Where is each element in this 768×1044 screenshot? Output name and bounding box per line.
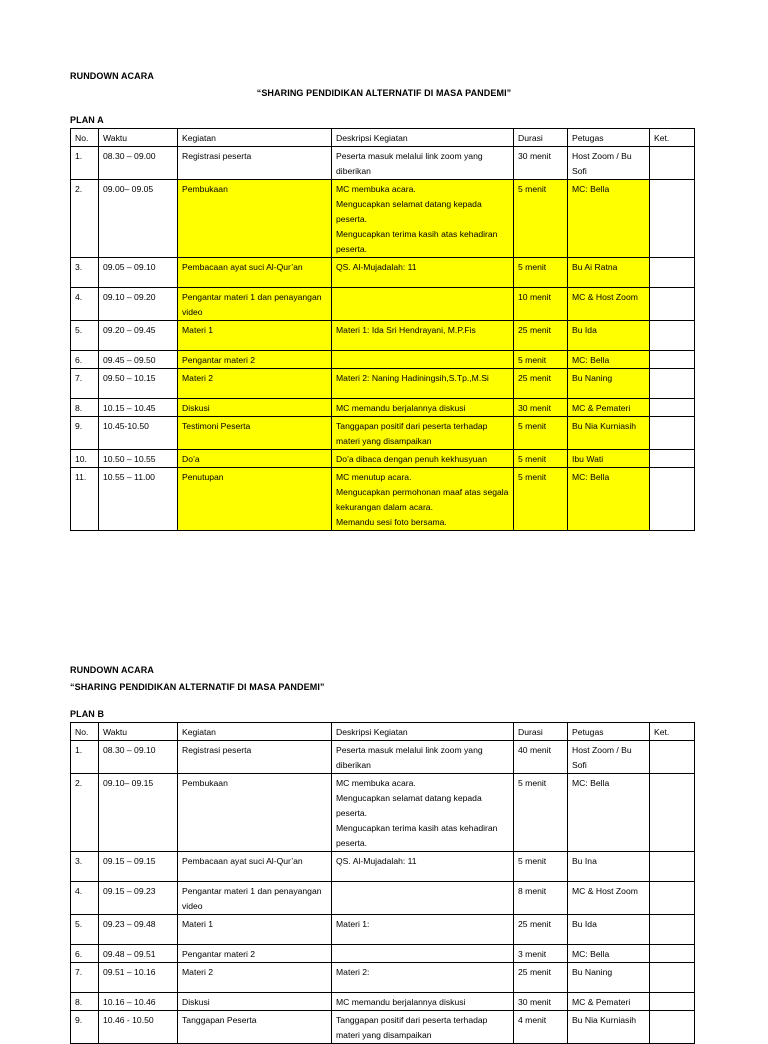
row-kegiatan: Pengantar materi 2 (178, 945, 332, 963)
row-durasi: 5 menit (514, 852, 568, 882)
row-ket (650, 741, 695, 774)
row-no: 5. (71, 915, 99, 945)
row-kegiatan: Tanggapan Peserta (178, 1011, 332, 1044)
row-petugas: Bu Ina (568, 852, 650, 882)
row-durasi: 30 menit (514, 399, 568, 417)
row-petugas: Bu Ai Ratna (568, 258, 650, 288)
row-kegiatan: Pembacaan ayat suci Al-Qur’an (178, 258, 332, 288)
row-deskripsi: MC menutup acara. Mengucapkan permohonan maaf atas segala kekurangan dalam acara. Memandu sesi foto bersama. (332, 468, 514, 531)
table-row (71, 147, 695, 180)
row-waktu: 09.20 – 09.45 (99, 321, 178, 351)
row-waktu: 10.15 – 10.45 (99, 399, 178, 417)
header-ket: Ket. (650, 723, 695, 741)
row-kegiatan: Pembukaan (178, 774, 332, 852)
table-row (71, 399, 695, 417)
header-kegiatan: Kegiatan (178, 723, 332, 741)
header-no: No. (71, 723, 99, 741)
row-durasi: 25 menit (514, 963, 568, 993)
row-petugas: MC & Pemateri (568, 399, 650, 417)
header-ket: Ket. (650, 129, 695, 147)
row-deskripsi (332, 945, 514, 963)
plan-a-label: PLAN A (70, 115, 104, 125)
row-petugas: Bu Naning (568, 369, 650, 399)
row-waktu: 10.16 – 10.46 (99, 993, 178, 1011)
row-no: 4. (71, 288, 99, 321)
header-no: No. (71, 129, 99, 147)
row-ket (650, 258, 695, 288)
row-kegiatan: Testimoni Peserta (178, 417, 332, 450)
table-row (71, 993, 695, 1011)
header-petugas: Petugas (568, 129, 650, 147)
plan-a-rundown-table (70, 128, 695, 531)
row-waktu: 09.10 – 09.20 (99, 288, 178, 321)
row-kegiatan: Pengantar materi 2 (178, 351, 332, 369)
row-deskripsi: QS. Al-Mujadalah: 11 (332, 852, 514, 882)
row-ket (650, 774, 695, 852)
row-kegiatan: Do’a (178, 450, 332, 468)
row-deskripsi: Materi 1: (332, 915, 514, 945)
row-durasi: 5 menit (514, 774, 568, 852)
row-durasi: 25 menit (514, 369, 568, 399)
row-no: 3. (71, 258, 99, 288)
row-waktu: 09.15 – 09.15 (99, 852, 178, 882)
row-deskripsi: Tanggapan positif dari peserta terhadap materi yang disampaikan (332, 1011, 514, 1044)
row-waktu: 09.45 – 09.50 (99, 351, 178, 369)
row-petugas: MC & Host Zoom (568, 288, 650, 321)
row-ket (650, 882, 695, 915)
row-kegiatan: Penutupan (178, 468, 332, 531)
row-ket (650, 288, 695, 321)
row-petugas: MC: Bella (568, 351, 650, 369)
header-deskripsi: Deskripsi Kegiatan (332, 129, 514, 147)
table-row (71, 288, 695, 321)
header-durasi: Durasi (514, 723, 568, 741)
row-no: 6. (71, 945, 99, 963)
row-deskripsi: MC membuka acara. Mengucapkan selamat datang kepada peserta. Mengucapkan terima kasih atas kehadiran peserta. (332, 774, 514, 852)
row-ket (650, 1011, 695, 1044)
row-kegiatan: Materi 1 (178, 321, 332, 351)
row-ket (650, 945, 695, 963)
row-durasi: 40 menit (514, 741, 568, 774)
row-durasi: 30 menit (514, 147, 568, 180)
row-kegiatan: Pembukaan (178, 180, 332, 258)
row-kegiatan: Materi 2 (178, 963, 332, 993)
row-petugas: MC: Bella (568, 945, 650, 963)
row-petugas: Bu Ida (568, 321, 650, 351)
row-kegiatan: Materi 1 (178, 915, 332, 945)
plan-a-header-row (71, 129, 695, 147)
row-no: 6. (71, 351, 99, 369)
row-waktu: 09.10– 09.15 (99, 774, 178, 852)
table-row (71, 417, 695, 450)
row-durasi: 5 menit (514, 351, 568, 369)
row-durasi: 4 menit (514, 1011, 568, 1044)
row-durasi: 5 menit (514, 450, 568, 468)
row-waktu: 09.00– 09.05 (99, 180, 178, 258)
row-waktu: 10.45-10.50 (99, 417, 178, 450)
row-no: 2. (71, 774, 99, 852)
table-row (71, 468, 695, 531)
row-no: 1. (71, 147, 99, 180)
header-durasi: Durasi (514, 129, 568, 147)
table-row (71, 963, 695, 993)
row-kegiatan: Diskusi (178, 399, 332, 417)
row-deskripsi: MC membuka acara. Mengucapkan selamat datang kepada peserta. Mengucapkan terima kasih atas kehadiran peserta. (332, 180, 514, 258)
row-durasi: 5 menit (514, 417, 568, 450)
row-deskripsi: MC memandu berjalannya diskusi (332, 993, 514, 1011)
header-deskripsi: Deskripsi Kegiatan (332, 723, 514, 741)
header-waktu: Waktu (99, 723, 178, 741)
row-petugas: MC: Bella (568, 180, 650, 258)
plan-b-header-row (71, 723, 695, 741)
plan-a-rundown-title: RUNDOWN ACARA (70, 71, 154, 81)
table-row (71, 258, 695, 288)
row-durasi: 5 menit (514, 468, 568, 531)
row-deskripsi: Peserta masuk melalui link zoom yang diberikan (332, 147, 514, 180)
row-petugas: Host Zoom / Bu Sofi (568, 147, 650, 180)
table-row (71, 351, 695, 369)
row-waktu: 09.50 – 10.15 (99, 369, 178, 399)
row-durasi: 30 menit (514, 993, 568, 1011)
row-waktu: 09.48 – 09.51 (99, 945, 178, 963)
row-deskripsi: MC memandu berjalannya diskusi (332, 399, 514, 417)
row-no: 4. (71, 882, 99, 915)
row-deskripsi: QS. Al-Mujadalah: 11 (332, 258, 514, 288)
table-row (71, 369, 695, 399)
row-petugas: MC & Host Zoom (568, 882, 650, 915)
row-petugas: MC: Bella (568, 774, 650, 852)
table-row (71, 1011, 695, 1044)
row-deskripsi (332, 288, 514, 321)
row-deskripsi: Do’a dibaca dengan penuh kekhusyuan (332, 450, 514, 468)
plan-b-rundown-table (70, 722, 695, 1044)
row-kegiatan: Diskusi (178, 993, 332, 1011)
row-ket (650, 468, 695, 531)
table-row (71, 852, 695, 882)
row-deskripsi: Peserta masuk melalui link zoom yang diberikan (332, 741, 514, 774)
plan-b-event-subtitle: “SHARING PENDIDIKAN ALTERNATIF DI MASA PANDEMI” (70, 682, 325, 692)
row-ket (650, 351, 695, 369)
row-ket (650, 369, 695, 399)
table-row (71, 321, 695, 351)
row-ket (650, 321, 695, 351)
row-deskripsi (332, 882, 514, 915)
table-row (71, 945, 695, 963)
table-row (71, 774, 695, 852)
row-ket (650, 915, 695, 945)
table-row (71, 882, 695, 915)
row-ket (650, 417, 695, 450)
row-durasi: 25 menit (514, 321, 568, 351)
table-row (71, 741, 695, 774)
row-kegiatan: Registrasi peserta (178, 147, 332, 180)
row-waktu: 09.51 – 10.16 (99, 963, 178, 993)
row-kegiatan: Pengantar materi 1 dan penayangan video (178, 882, 332, 915)
row-deskripsi: Materi 2: Naning Hadiningsih,S.Tp.,M.Si (332, 369, 514, 399)
row-no: 8. (71, 993, 99, 1011)
row-no: 7. (71, 369, 99, 399)
plan-b-rundown-title: RUNDOWN ACARA (70, 665, 154, 675)
header-waktu: Waktu (99, 129, 178, 147)
row-no: 5. (71, 321, 99, 351)
row-ket (650, 852, 695, 882)
table-row (71, 450, 695, 468)
row-kegiatan: Pengantar materi 1 dan penayangan video (178, 288, 332, 321)
row-no: 7. (71, 963, 99, 993)
row-durasi: 8 menit (514, 882, 568, 915)
row-durasi: 5 menit (514, 258, 568, 288)
row-kegiatan: Pembacaan ayat suci Al-Qur’an (178, 852, 332, 882)
row-petugas: MC: Bella (568, 468, 650, 531)
row-waktu: 10.46 - 10.50 (99, 1011, 178, 1044)
row-deskripsi: Tanggapan positif dari peserta terhadap materi yang disampaikan (332, 417, 514, 450)
row-deskripsi: Materi 2: (332, 963, 514, 993)
row-ket (650, 147, 695, 180)
row-waktu: 08.30 – 09.00 (99, 147, 178, 180)
row-waktu: 09.23 – 09.48 (99, 915, 178, 945)
row-no: 10. (71, 450, 99, 468)
row-petugas: MC & Pemateri (568, 993, 650, 1011)
row-ket (650, 180, 695, 258)
row-waktu: 10.50 – 10.55 (99, 450, 178, 468)
row-no: 9. (71, 1011, 99, 1044)
header-petugas: Petugas (568, 723, 650, 741)
row-no: 3. (71, 852, 99, 882)
row-durasi: 5 menit (514, 180, 568, 258)
row-petugas: Ibu Wati (568, 450, 650, 468)
row-waktu: 09.05 – 09.10 (99, 258, 178, 288)
row-waktu: 09.15 – 09.23 (99, 882, 178, 915)
row-no: 9. (71, 417, 99, 450)
row-ket (650, 993, 695, 1011)
row-durasi: 10 menit (514, 288, 568, 321)
row-deskripsi (332, 351, 514, 369)
row-waktu: 10.55 – 11.00 (99, 468, 178, 531)
row-ket (650, 399, 695, 417)
row-no: 1. (71, 741, 99, 774)
row-ket (650, 963, 695, 993)
row-no: 2. (71, 180, 99, 258)
table-row (71, 180, 695, 258)
plan-a-event-subtitle: “SHARING PENDIDIKAN ALTERNATIF DI MASA PANDEMI” (256, 88, 512, 98)
row-ket (650, 450, 695, 468)
row-deskripsi: Materi 1: Ida Sri Hendrayani, M.P.Fis (332, 321, 514, 351)
row-petugas: Bu Ida (568, 915, 650, 945)
row-petugas: Bu Nia Kurniasih (568, 417, 650, 450)
row-kegiatan: Registrasi peserta (178, 741, 332, 774)
row-petugas: Bu Naning (568, 963, 650, 993)
row-petugas: Host Zoom / Bu Sofi (568, 741, 650, 774)
row-durasi: 3 menit (514, 945, 568, 963)
header-kegiatan: Kegiatan (178, 129, 332, 147)
plan-b-label: PLAN B (70, 709, 105, 719)
row-durasi: 25 menit (514, 915, 568, 945)
row-no: 8. (71, 399, 99, 417)
row-petugas: Bu Nia Kurniasih (568, 1011, 650, 1044)
row-kegiatan: Materi 2 (178, 369, 332, 399)
row-waktu: 08.30 – 09.10 (99, 741, 178, 774)
table-row (71, 915, 695, 945)
row-no: 11. (71, 468, 99, 531)
